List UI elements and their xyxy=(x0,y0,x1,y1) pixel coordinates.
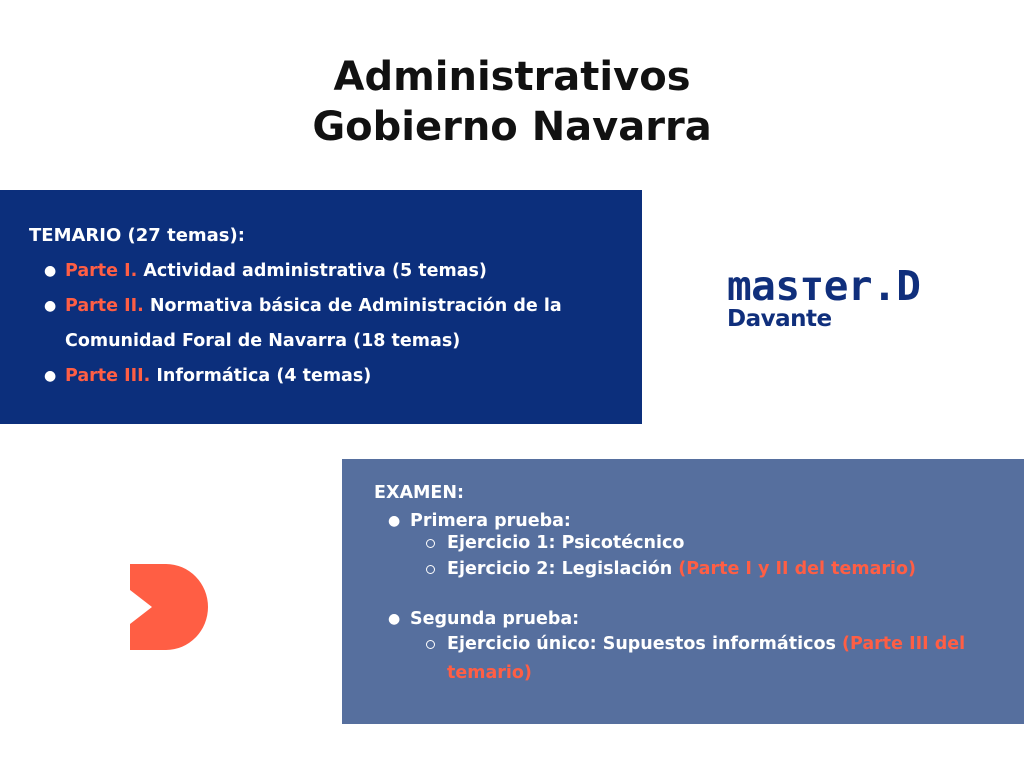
masterd-logo xyxy=(727,262,967,336)
ejercicio-text: Ejercicio 2: Legislación xyxy=(447,559,673,579)
parte-label: Parte II. xyxy=(65,296,144,316)
ejercicio-text: Ejercicio único: Supuestos informáticos xyxy=(447,634,836,654)
examen-heading: EXAMEN: xyxy=(374,483,465,503)
prueba-label: Segunda prueba: xyxy=(410,609,580,629)
page-title xyxy=(0,52,1024,152)
prueba-label: Primera prueba: xyxy=(410,511,571,531)
title-line-1: Administrativos xyxy=(333,54,691,100)
temario-panel xyxy=(0,190,642,424)
logo-brand: masтer.D xyxy=(727,262,921,310)
temario-item-parte-2 xyxy=(29,289,622,359)
parte-text-line-2: Comunidad Foral de Navarra (18 temas) xyxy=(65,331,461,351)
spacer xyxy=(374,584,1006,608)
temario-item-parte-3 xyxy=(29,359,622,394)
d-arrow-mark-icon xyxy=(130,564,208,650)
parte-text: Actividad administrativa (5 temas) xyxy=(143,261,487,281)
parte-text: Informática (4 temas) xyxy=(156,366,372,386)
ejercicio-note: (Parte III del xyxy=(841,634,966,654)
examen-panel xyxy=(342,459,1024,724)
ejercicio-text: Ejercicio 1: Psicotécnico xyxy=(447,533,685,553)
ejercicio-note-line-2: temario) xyxy=(447,663,532,683)
bullet-icon: ● xyxy=(44,263,57,279)
temario-heading: TEMARIO (27 temas): xyxy=(29,225,245,246)
title-line-2: Gobierno Navarra xyxy=(312,104,712,150)
circle-bullet-icon xyxy=(426,640,435,649)
circle-bullet-icon xyxy=(426,565,435,574)
bullet-icon: ● xyxy=(388,611,401,627)
bullet-icon: ● xyxy=(44,298,57,314)
parte-text: Normativa básica de Administración de la xyxy=(149,296,562,316)
circle-bullet-icon xyxy=(426,539,435,548)
ejercicio-unico xyxy=(374,630,1006,688)
logo-sub: Davante xyxy=(727,306,832,332)
temario-item-parte-1 xyxy=(29,254,622,289)
parte-label: Parte III. xyxy=(65,366,151,386)
bullet-icon: ● xyxy=(44,368,57,384)
parte-label: Parte I. xyxy=(65,261,138,281)
prueba-1 xyxy=(374,510,1006,532)
temario-list xyxy=(29,254,622,394)
prueba-2 xyxy=(374,608,1006,630)
bullet-icon: ● xyxy=(388,513,401,529)
ejercicio-note: (Parte I y II del temario) xyxy=(678,559,917,579)
ejercicio-1 xyxy=(374,532,1006,555)
ejercicio-2 xyxy=(374,555,1006,584)
